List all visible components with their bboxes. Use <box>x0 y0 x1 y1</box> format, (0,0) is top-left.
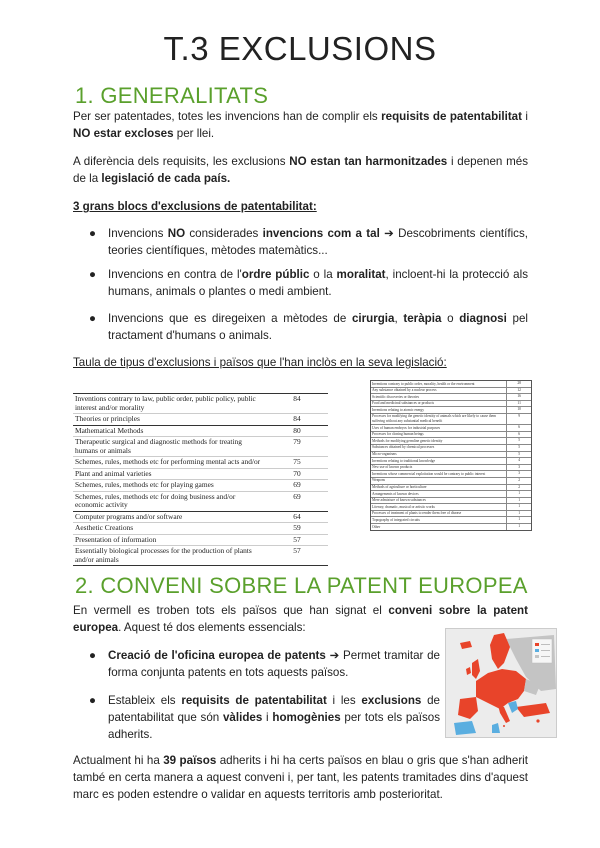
table-row: Mere admixture of known substances 1 <box>371 498 531 505</box>
table-row: Processes of treatment of plants to render them free of disease 1 <box>371 511 531 518</box>
page-title: T.3 EXCLUSIONS <box>163 30 437 67</box>
blocks-heading: 3 grans blocs d'exclusions de patentabilitat: <box>73 200 317 213</box>
table-row: Inventions contrary to public order, morality, health or the environment 28 <box>371 381 531 388</box>
table-row: Scientific discoveries or theories 16 <box>371 394 531 401</box>
table-row: Essentially biological processes for the production of plants and/or animals 57 <box>75 546 301 564</box>
bullet-dot-icon: ● <box>89 268 97 281</box>
paragraph-conveni: En vermell es troben tots els països que han signat el conveni sobre la patent europea. Aquest té dos elements essencials: <box>73 604 528 634</box>
table-row: Processes for modifying the genetic identity of animals which are likely to cause them suffering without any substantial medical benefit 9 <box>371 414 531 425</box>
table-row: Therapeutic surgical and diagnostic methods for treating humans or animals 79 <box>73 437 328 457</box>
bullet-dot-icon: ● <box>89 227 97 240</box>
paragraph-intro: Per ser patentades, totes les invencions han de complir els requisits de patentabilitat i NO estar excloses per llei. <box>73 110 528 140</box>
table-row: Methods of agriculture or horticulture 2 <box>371 485 531 492</box>
bullet-item: ● Estableix els requisits de patentabilitat i les exclusions de patentabilitat que són vàlides i homogènies per tots els països adherits. <box>89 694 440 741</box>
table-row: Plant and animal varieties 70 <box>73 469 328 481</box>
table-row: Literary, dramatic, musical or artistic works 1 <box>371 504 531 511</box>
exclusions-table-right <box>370 380 532 531</box>
exclusions-table-left <box>73 393 328 566</box>
bullet-item: ● Creació de l'oficina europea de patents ➔ Permet tramitar de forma conjunta patents en tots aquests països. <box>89 649 441 679</box>
table-row: Aesthetic Creations 59 <box>73 523 328 535</box>
table-row: Methods for modifying germline genetic identity 5 <box>371 438 531 445</box>
table-row: Mathematical Methods 80 <box>73 426 328 438</box>
bullet-dot-icon: ● <box>89 649 97 662</box>
table-row: Micro-organisms 5 <box>371 452 531 459</box>
table-row: New use of known products 3 <box>371 465 531 472</box>
table-row: Topography of integrated circuits 1 <box>371 517 531 524</box>
table-row: Schemes, rules, methods etc for doing business and/or economic activity 69 <box>73 492 328 512</box>
table-row: Food and medicinal substances or products 11 <box>371 401 531 408</box>
table-row: Processes for cloning human beings 6 <box>371 432 531 439</box>
table-row: Uses of human embryos for industrial purposes 6 <box>371 425 531 432</box>
table-row: Arrangements of known devices 1 <box>371 491 531 498</box>
bullet-item: ● Invencions que es diregeixen a mètodes de cirurgia, teràpia o diagnosi pel tractament d'humans o animals. <box>89 312 528 342</box>
europe-map-icon <box>446 629 556 737</box>
section-heading-conveni: 2. CONVENI SOBRE LA PATENT EUROPEA <box>75 573 528 598</box>
table-row: Presentation of information 57 <box>73 535 328 547</box>
table-row: Computer programs and/or software 64 <box>73 512 328 524</box>
europe-map <box>445 628 557 738</box>
table-row: Inventions whose commercial exploitation would be contrary to public interest 3 <box>371 471 531 478</box>
paragraph-members: Actualment hi ha 39 països adherits i hi ha certs països en blau o gris que s'han adherit també en certa manera a aquest conveni i, per tant, les patents tramitades dins d'aquest marc es poden estendre o validar en aquests territoris amb posterioritat. <box>73 754 528 801</box>
table-row: Schemes, rules, methods etc for performing mental acts and/or 75 <box>73 457 328 469</box>
table-row: Inventions relating to traditional knowledge 4 <box>371 458 531 465</box>
table-row: Weapons 2 <box>371 478 531 485</box>
paragraph-differences: A diferència dels requisits, les exclusions NO estan tan harmonitzades i depenen més de la legislació de cada país. <box>73 155 528 185</box>
table-row: Inventions relating to atomic energy 10 <box>371 407 531 414</box>
bullet-item: ● Invencions en contra de l'ordre públic o la moralitat, incloent-hi la protecció als humans, animals o plantes o medi ambient. <box>89 268 528 298</box>
table-caption: Taula de tipus d'exclusions i països que l'han inclòs en la seva legislació: <box>73 356 447 369</box>
bullet-item: ● Invencions NO considerades invencions com a tal ➔ Descobriments científics, teories científiques, mètodes matemàtics... <box>89 227 528 257</box>
bullet-dot-icon: ● <box>89 694 97 707</box>
table-row: Schemes, rules, methods etc for playing games 69 <box>73 480 328 492</box>
table-row: Theories or principles 84 <box>73 414 328 426</box>
table-row: Any substance obtained by a nuclear process 12 <box>371 388 531 395</box>
table-row: Substances obtained by chemical processes 5 <box>371 445 531 452</box>
table-row: Inventions contrary to law, public order, public policy, public interest and/or morality 84 <box>73 394 328 414</box>
bullet-dot-icon: ● <box>89 312 97 325</box>
section-heading-generalitats: 1. GENERALITATS <box>75 83 269 108</box>
table-row: Other 1 <box>372 524 521 529</box>
